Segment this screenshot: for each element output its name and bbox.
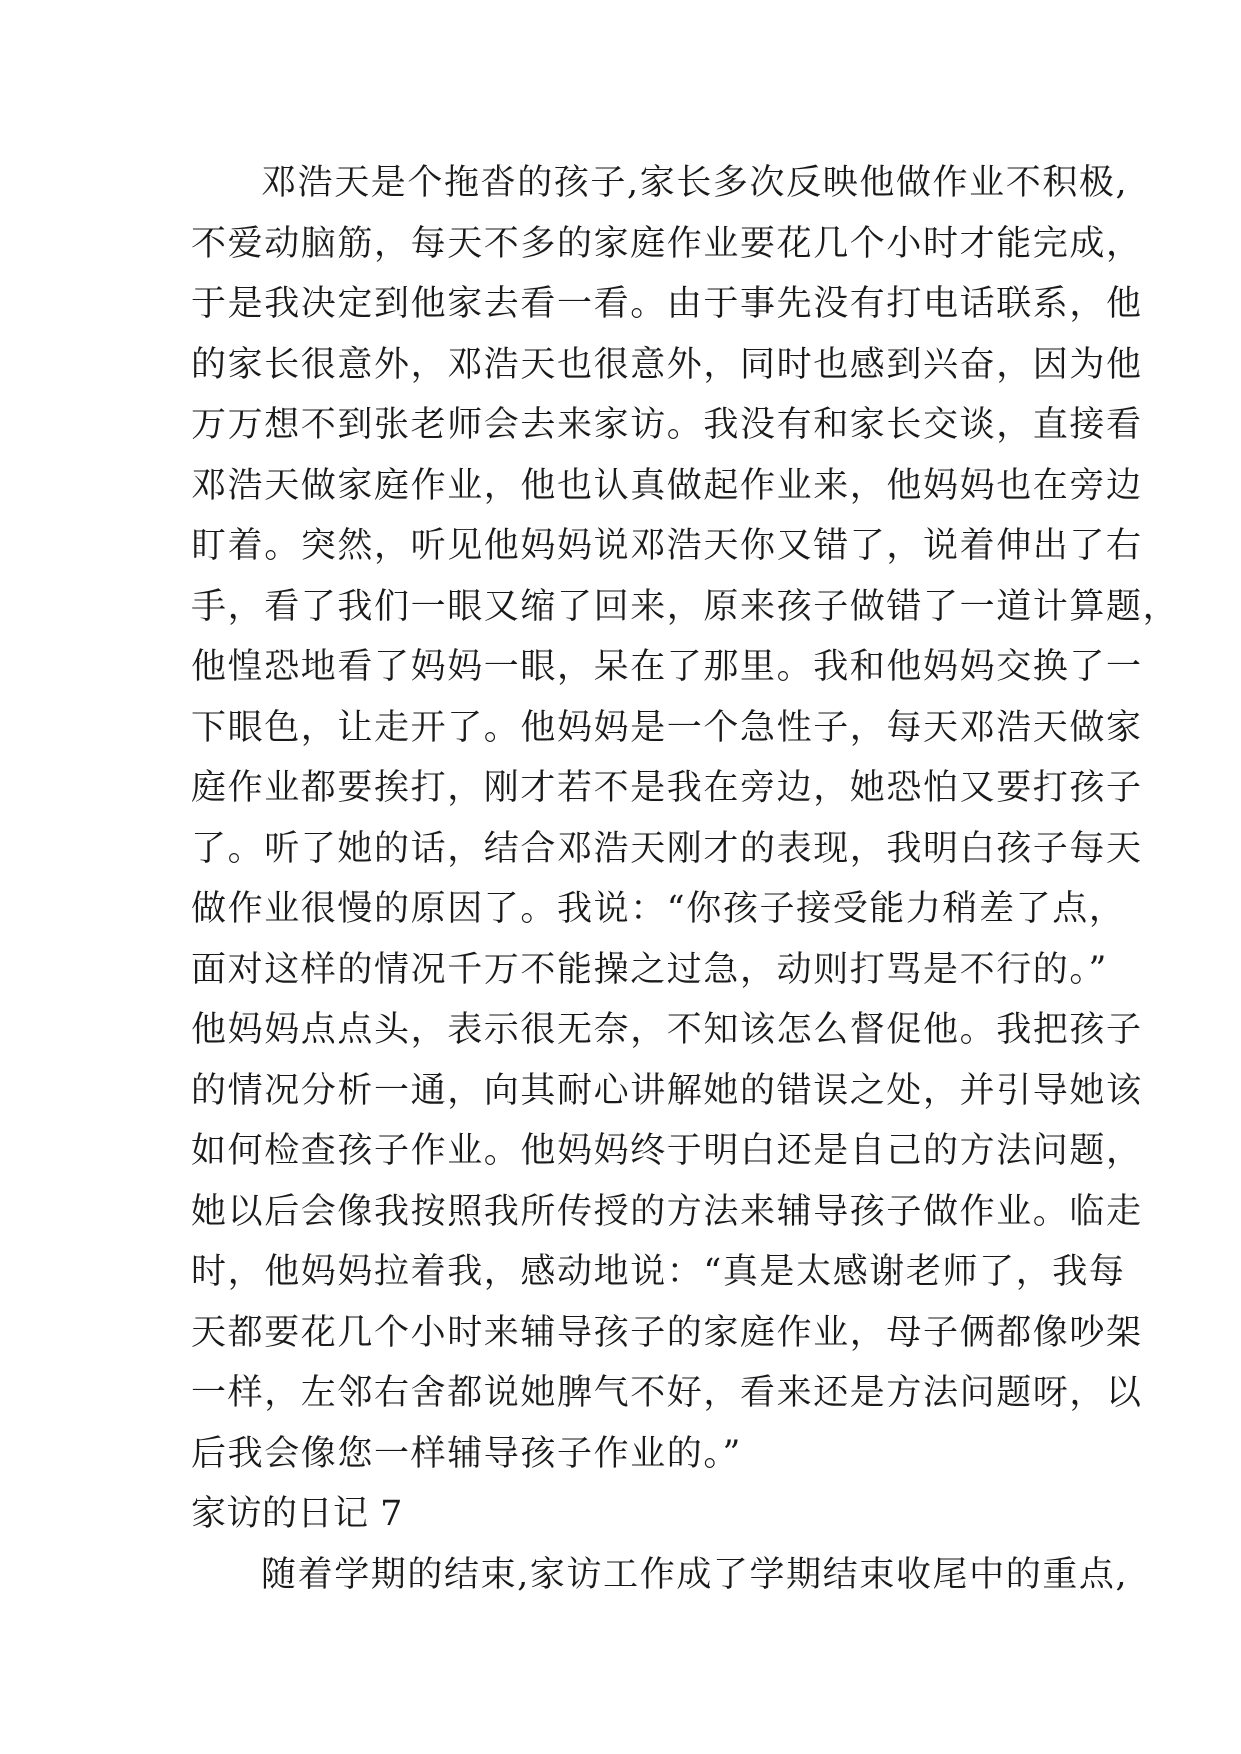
document-body <box>191 153 1180 1605</box>
paragraph-line: 的家长很意外，邓浩天也很意外，同时也感到兴奋，因为他 <box>191 344 1143 385</box>
paragraph-line: 随着学期的结束,家访工作成了学期结束收尾中的重点, <box>261 1554 1129 1595</box>
paragraph-line: 邓浩天做家庭作业，他也认真做起作业来，他妈妈也在旁边 <box>191 465 1143 506</box>
paragraph-line: 他惶恐地看了妈妈一眼，呆在了那里。我和他妈妈交换了一 <box>191 647 1143 687</box>
paragraph-line: 做作业很慢的原因了。我说：“你孩子接受能力稍差了点， <box>191 889 1126 929</box>
paragraph-line: 不爱动脑筋，每天不多的家庭作业要花几个小时才能完成， <box>191 223 1143 264</box>
paragraph-line: 时，他妈妈拉着我，感动地说：“真是太感谢老师了，我每 <box>191 1252 1126 1292</box>
paragraph-line: 了。听了她的话，结合邓浩天刚才的表现，我明白孩子每天 <box>191 828 1143 869</box>
paragraph-line: 她以后会像我按照我所传授的方法来辅导孩子做作业。临走 <box>191 1191 1143 1232</box>
paragraph-line: 一样，左邻右舍都说她脾气不好，看来还是方法问题呀，以 <box>191 1373 1143 1413</box>
paragraph-line: 他妈妈点点头，表示很无奈，不知该怎么督促他。我把孩子 <box>191 1010 1143 1050</box>
paragraph-line: 的情况分析一通，向其耐心讲解她的错误之处，并引导她该 <box>191 1070 1143 1111</box>
paragraph-line: 如何检查孩子作业。他妈妈终于明白还是自己的方法问题， <box>191 1131 1143 1171</box>
paragraph-line: 下眼色，让走开了。他妈妈是一个急性子，每天邓浩天做家 <box>191 707 1143 748</box>
paragraph-line: 邓浩天是个拖沓的孩子,家长多次反映他做作业不积极, <box>261 163 1129 203</box>
paragraph-line: 盯着。突然，听见他妈妈说邓浩天你又错了，说着伸出了右 <box>191 526 1143 566</box>
paragraph-line: 万万想不到张老师会去来家访。我没有和家长交谈，直接看 <box>191 405 1143 445</box>
section-heading: 家访的日记 7 <box>191 1494 403 1534</box>
paragraph-line: 天都要花几个小时来辅导孩子的家庭作业，母子俩都像吵架 <box>191 1312 1143 1353</box>
paragraph-line: 后我会像您一样辅导孩子作业的。” <box>191 1433 742 1474</box>
paragraph-line: 于是我决定到他家去看一看。由于事先没有打电话联系，他 <box>191 284 1143 324</box>
paragraph-line: 手，看了我们一眼又缩了回来，原来孩子做错了一道计算题， <box>191 586 1180 627</box>
paragraph-line: 庭作业都要挨打，刚才若不是我在旁边，她恐怕又要打孩子 <box>191 768 1143 808</box>
paragraph-line: 面对这样的情况千万不能操之过急，动则打骂是不行的。” <box>191 949 1108 990</box>
